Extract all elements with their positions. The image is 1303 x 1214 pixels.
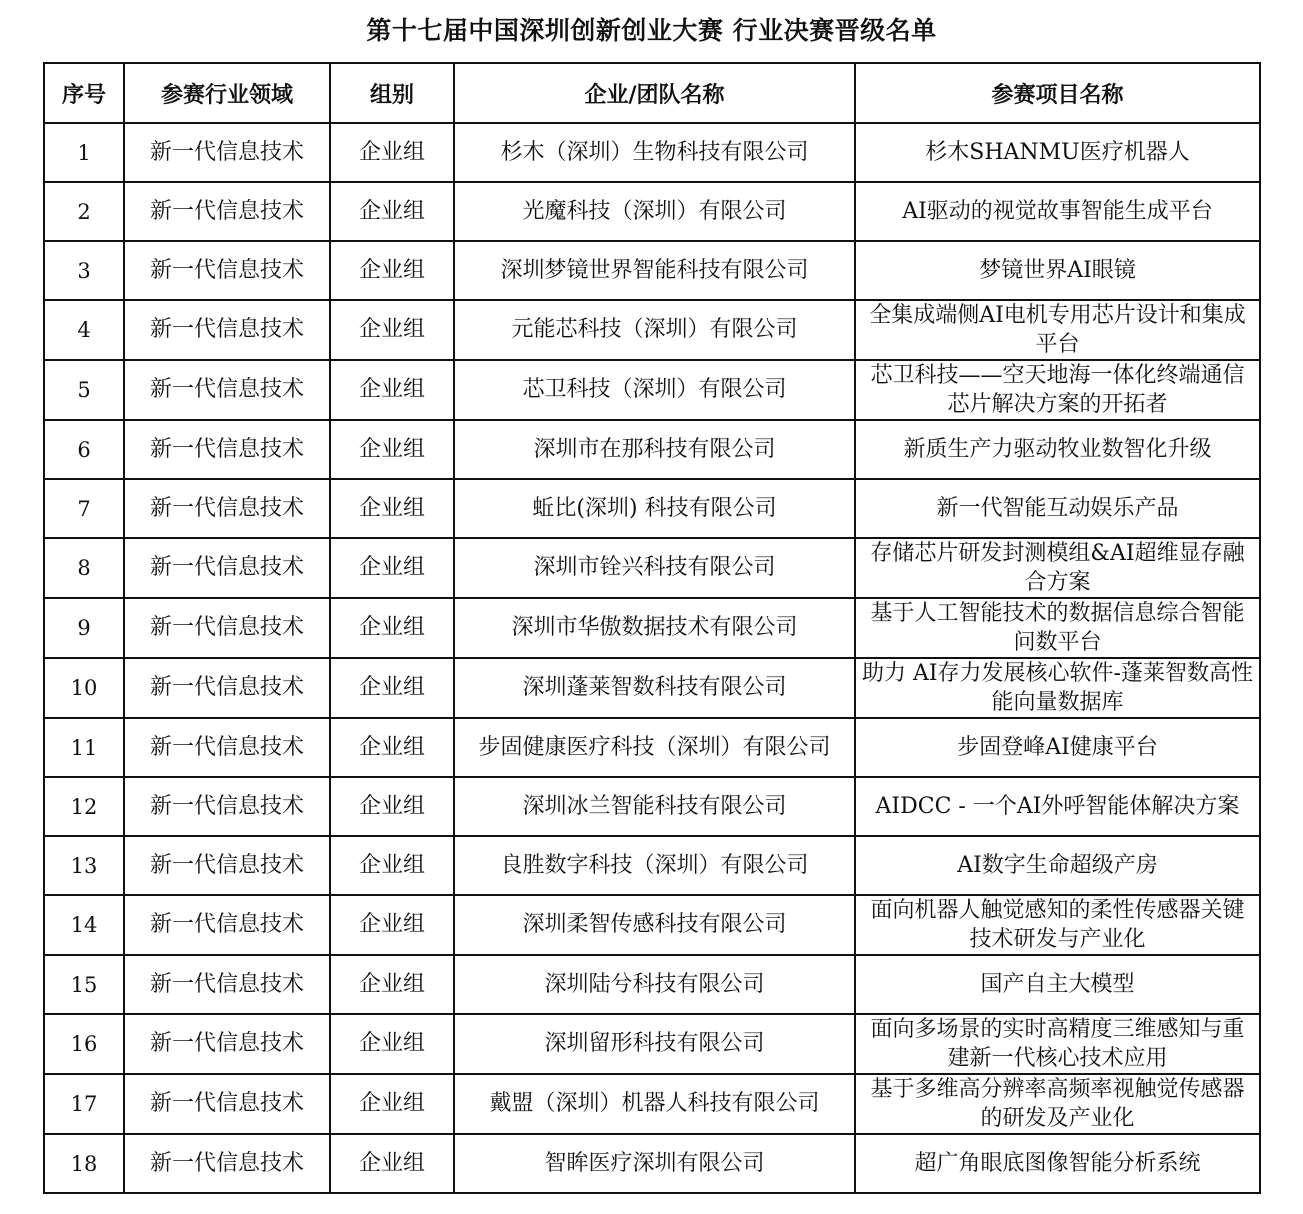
cell-enterprise: 杉木（深圳）生物科技有限公司 xyxy=(454,123,855,182)
cell-project: 新质生产力驱动牧业数智化升级 xyxy=(855,420,1260,479)
cell-industry: 新一代信息技术 xyxy=(124,360,330,420)
cell-group: 企业组 xyxy=(330,777,454,836)
cell-project: 基于人工智能技术的数据信息综合智能问数平台 xyxy=(855,598,1260,658)
cell-industry: 新一代信息技术 xyxy=(124,538,330,598)
page-title: 第十七届中国深圳创新创业大赛 行业决赛晋级名单 xyxy=(366,16,937,45)
cell-enterprise: 深圳梦镜世界智能科技有限公司 xyxy=(454,241,855,300)
table-row xyxy=(44,479,1260,538)
cell-industry: 新一代信息技术 xyxy=(124,836,330,895)
cell-industry: 新一代信息技术 xyxy=(124,1074,330,1134)
cell-enterprise: 戴盟（深圳）机器人科技有限公司 xyxy=(454,1074,855,1134)
cell-group: 企业组 xyxy=(330,241,454,300)
cell-enterprise: 智眸医疗深圳有限公司 xyxy=(454,1134,855,1193)
cell-group: 企业组 xyxy=(330,182,454,241)
cell-industry: 新一代信息技术 xyxy=(124,1014,330,1074)
cell-industry: 新一代信息技术 xyxy=(124,895,330,955)
cell-enterprise: 深圳市在那科技有限公司 xyxy=(454,420,855,479)
table-row xyxy=(44,360,1260,420)
cell-enterprise: 光魔科技（深圳）有限公司 xyxy=(454,182,855,241)
table-body xyxy=(44,123,1260,1193)
cell-group: 企业组 xyxy=(330,538,454,598)
cell-project: 步固登峰AI健康平台 xyxy=(855,718,1260,777)
cell-serial-number: 14 xyxy=(44,895,124,955)
cell-serial-number: 18 xyxy=(44,1134,124,1193)
cell-enterprise: 深圳柔智传感科技有限公司 xyxy=(454,895,855,955)
cell-enterprise: 蚯比(深圳) 科技有限公司 xyxy=(454,479,855,538)
cell-enterprise: 良胜数字科技（深圳）有限公司 xyxy=(454,836,855,895)
cell-serial-number: 1 xyxy=(44,123,124,182)
cell-project: 存储芯片研发封测模组&AI超维显存融合方案 xyxy=(855,538,1260,598)
cell-group: 企业组 xyxy=(330,479,454,538)
table-row xyxy=(44,777,1260,836)
header-enterprise: 企业/团队名称 xyxy=(454,63,855,123)
table-row xyxy=(44,241,1260,300)
cell-industry: 新一代信息技术 xyxy=(124,777,330,836)
cell-project: 梦镜世界AI眼镜 xyxy=(855,241,1260,300)
cell-industry: 新一代信息技术 xyxy=(124,420,330,479)
table-row xyxy=(44,658,1260,718)
table-row xyxy=(44,1014,1260,1074)
cell-serial-number: 6 xyxy=(44,420,124,479)
cell-group: 企业组 xyxy=(330,420,454,479)
cell-project: AIDCC - 一个AI外呼智能体解决方案 xyxy=(855,777,1260,836)
cell-industry: 新一代信息技术 xyxy=(124,479,330,538)
cell-industry: 新一代信息技术 xyxy=(124,718,330,777)
cell-serial-number: 5 xyxy=(44,360,124,420)
table-row xyxy=(44,1134,1260,1193)
table-row xyxy=(44,895,1260,955)
cell-project: 新一代智能互动娱乐产品 xyxy=(855,479,1260,538)
table-row xyxy=(44,123,1260,182)
cell-project: 国产自主大模型 xyxy=(855,955,1260,1014)
cell-group: 企业组 xyxy=(330,1014,454,1074)
cell-group: 企业组 xyxy=(330,1134,454,1193)
cell-serial-number: 7 xyxy=(44,479,124,538)
table-row xyxy=(44,1074,1260,1134)
cell-industry: 新一代信息技术 xyxy=(124,300,330,360)
header-serial-number: 序号 xyxy=(44,63,124,123)
table-row xyxy=(44,836,1260,895)
cell-group: 企业组 xyxy=(330,955,454,1014)
table-row xyxy=(44,420,1260,479)
header-group: 组别 xyxy=(330,63,454,123)
cell-industry: 新一代信息技术 xyxy=(124,598,330,658)
table-row xyxy=(44,598,1260,658)
cell-serial-number: 4 xyxy=(44,300,124,360)
table-row xyxy=(44,718,1260,777)
cell-serial-number: 12 xyxy=(44,777,124,836)
cell-serial-number: 8 xyxy=(44,538,124,598)
cell-enterprise: 深圳市华傲数据技术有限公司 xyxy=(454,598,855,658)
table-header-row xyxy=(44,63,1260,123)
cell-group: 企业组 xyxy=(330,123,454,182)
table-row xyxy=(44,955,1260,1014)
cell-serial-number: 17 xyxy=(44,1074,124,1134)
cell-project: 芯卫科技——空天地海一体化终端通信芯片解决方案的开拓者 xyxy=(855,360,1260,420)
cell-enterprise: 深圳蓬莱智数科技有限公司 xyxy=(454,658,855,718)
cell-enterprise: 芯卫科技（深圳）有限公司 xyxy=(454,360,855,420)
cell-enterprise: 深圳陆兮科技有限公司 xyxy=(454,955,855,1014)
advancement-list-table xyxy=(43,62,1261,1194)
table-row xyxy=(44,538,1260,598)
cell-group: 企业组 xyxy=(330,300,454,360)
cell-group: 企业组 xyxy=(330,1074,454,1134)
cell-group: 企业组 xyxy=(330,718,454,777)
cell-project: 面向多场景的实时高精度三维感知与重建新一代核心技术应用 xyxy=(855,1014,1260,1074)
cell-industry: 新一代信息技术 xyxy=(124,1134,330,1193)
cell-serial-number: 10 xyxy=(44,658,124,718)
cell-project: 面向机器人触觉感知的柔性传感器关键技术研发与产业化 xyxy=(855,895,1260,955)
cell-project: AI数字生命超级产房 xyxy=(855,836,1260,895)
cell-enterprise: 深圳市铨兴科技有限公司 xyxy=(454,538,855,598)
cell-serial-number: 16 xyxy=(44,1014,124,1074)
header-project: 参赛项目名称 xyxy=(855,63,1260,123)
cell-group: 企业组 xyxy=(330,360,454,420)
cell-group: 企业组 xyxy=(330,658,454,718)
cell-industry: 新一代信息技术 xyxy=(124,241,330,300)
cell-serial-number: 13 xyxy=(44,836,124,895)
cell-project: 基于多维高分辨率高频率视触觉传感器的研发及产业化 xyxy=(855,1074,1260,1134)
cell-enterprise: 步固健康医疗科技（深圳）有限公司 xyxy=(454,718,855,777)
cell-industry: 新一代信息技术 xyxy=(124,658,330,718)
cell-serial-number: 15 xyxy=(44,955,124,1014)
cell-enterprise: 深圳冰兰智能科技有限公司 xyxy=(454,777,855,836)
table-row xyxy=(44,300,1260,360)
cell-enterprise: 元能芯科技（深圳）有限公司 xyxy=(454,300,855,360)
cell-group: 企业组 xyxy=(330,836,454,895)
cell-serial-number: 11 xyxy=(44,718,124,777)
cell-industry: 新一代信息技术 xyxy=(124,182,330,241)
cell-project: 助力 AI存力发展核心软件-蓬莱智数高性能向量数据库 xyxy=(855,658,1260,718)
cell-industry: 新一代信息技术 xyxy=(124,955,330,1014)
cell-project: 杉木SHANMU医疗机器人 xyxy=(855,123,1260,182)
cell-industry: 新一代信息技术 xyxy=(124,123,330,182)
header-industry: 参赛行业领域 xyxy=(124,63,330,123)
cell-serial-number: 3 xyxy=(44,241,124,300)
cell-group: 企业组 xyxy=(330,895,454,955)
cell-enterprise: 深圳留形科技有限公司 xyxy=(454,1014,855,1074)
cell-project: 全集成端侧AI电机专用芯片设计和集成平台 xyxy=(855,300,1260,360)
cell-project: 超广角眼底图像智能分析系统 xyxy=(855,1134,1260,1193)
cell-project: AI驱动的视觉故事智能生成平台 xyxy=(855,182,1260,241)
cell-serial-number: 9 xyxy=(44,598,124,658)
cell-serial-number: 2 xyxy=(44,182,124,241)
cell-group: 企业组 xyxy=(330,598,454,658)
table-row xyxy=(44,182,1260,241)
